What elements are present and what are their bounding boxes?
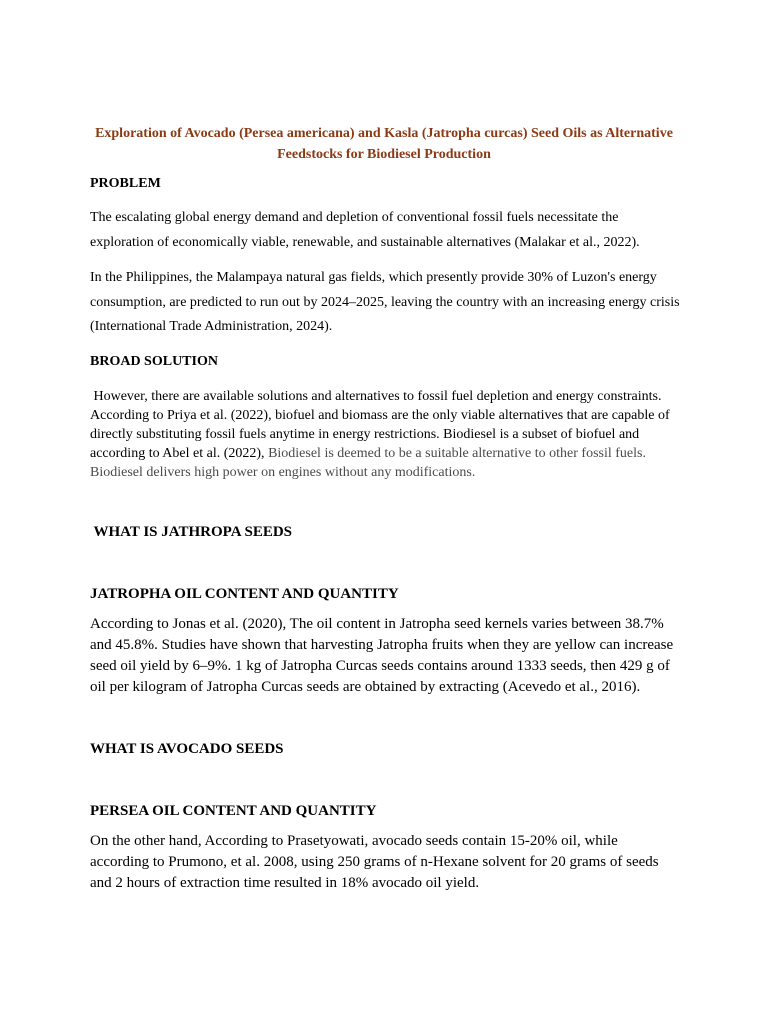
avocado-seeds-heading: WHAT IS AVOCADO SEEDS — [90, 741, 284, 757]
jatropha-oil-paragraph: According to Jonas et al. (2020), The oil content in Jatropha seed kernels varies between 38.7% and 45.8%. Studies have shown that harvesting Jatropha fruits when they are yellow can increase seed oil yield by 6–9%. 1 kg of Jatropha Curcas seeds contains around 1333 seeds, then 429 g of oil per kilogram of Jatropha Curcas seeds are obtained by extracting (Acevedo et al., 2016). — [90, 616, 674, 695]
persea-oil-heading: PERSEA OIL CONTENT AND QUANTITY — [90, 803, 377, 819]
document-title: Exploration of Avocado (Persea americana) and Kasla (Jatropha curcas) Seed Oils as Alternative Feedstocks for Biodiesel Production — [95, 126, 673, 162]
problem-paragraph-1: The escalating global energy demand and depletion of conventional fossil fuels necessitate the exploration of economically viable, renewable, and sustainable alternatives (Malakar et al., 2022). — [90, 210, 640, 250]
problem-heading: PROBLEM — [90, 176, 161, 191]
broad-solution-paragraph — [90, 387, 680, 482]
broad-solution-heading: BROAD SOLUTION — [90, 354, 218, 369]
jatropha-oil-heading: JATROPHA OIL CONTENT AND QUANTITY — [90, 586, 399, 602]
problem-paragraph-2: In the Philippines, the Malampaya natural gas fields, which presently provide 30% of Luzon's energy consumption, are predicted to run out by 2024–2025, leaving the country with an increasing energy crisis (International Trade Administration, 2024). — [90, 270, 680, 334]
broad-solution-grey-text: Biodiesel is deemed to be a suitable alternative to other fossil fuels. Biodiesel delivers high power on engines without any modifications. — [90, 446, 650, 480]
jatropha-seeds-heading: WHAT IS JATHROPA SEEDS — [90, 524, 293, 540]
broad-solution-text: However, there are available solutions and alternatives to fossil fuel depletion and energy constraints. According to Priya et al. (2022), biofuel and biomass are the only viable alternatives that are capable of directly substituting fossil fuels anytime in energy restrictions. Biodiesel is a subset of biofuel and according to Abel et al. (2022), — [90, 389, 674, 461]
persea-oil-paragraph: On the other hand, According to Prasetyowati, avocado seeds contain 15-20% oil, while according to Prumono, et al. 2008, using 250 grams of n-Hexane solvent for 20 grams of seeds and 2 hours of extraction time resulted in 18% avocado oil yield. — [90, 833, 659, 891]
